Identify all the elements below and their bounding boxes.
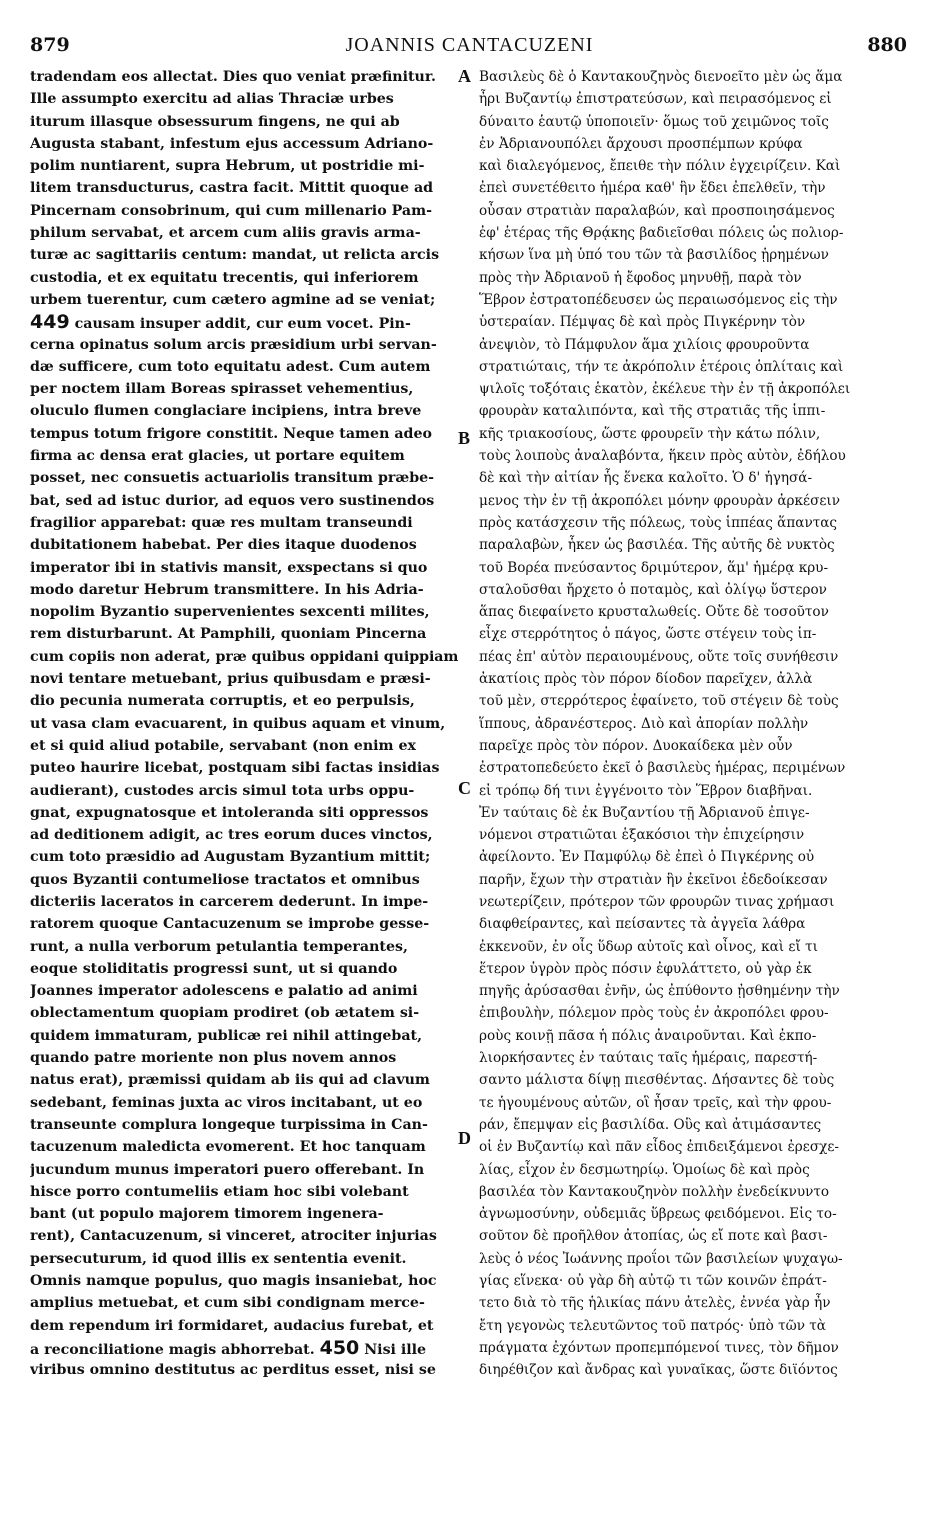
greek-text-line: σαντο μάλιστα δίψῃ πιεσθέντας. Δήσαντες δὲ τοὺς [479,1072,835,1089]
greek-text-line: ἦρι Βυζαντίῳ ἐπιστρατεύσων, καὶ πειρασόμενος εἰ [479,91,832,108]
latin-text-line: dubitationem habebat. Per dies itaque duodenos [30,537,417,554]
page-header [0,0,939,62]
latin-text-line: firma ac densa erat glacies, ut portare equitem [30,448,405,465]
greek-text-line: λίας, εἶχον ἐν δεσμωτηρίῳ. Ὁμοίως δὲ καὶ πρὸς [479,1161,810,1178]
latin-text-line: tacuzenum maledicta evomerent. Et hoc tanquam [30,1139,426,1156]
latin-text-line: oblectamentum quopiam prodiret (ob ætatem si- [30,1005,420,1022]
greek-text-line: ἐπεὶ συνετέθειτο ἡμέρα καθ' ἣν ἔδει ἐπελθεῖν, τὴν [479,180,826,197]
greek-text-line: γίας εἵνεκα· οὐ γὰρ δὴ αὐτῷ τι τῶν κοινῶν ἐπράτ- [479,1273,827,1290]
greek-text-line: ἀκατίοις πρὸς τὸν πόρον δίοδον παρεῖχεν, ἀλλὰ [479,671,813,688]
latin-text-line: Pincernam consobrinum, qui cum millenario Pam- [30,202,432,219]
greek-text-line: ὑστεραίαν. Πέμψας δὲ καὶ πρὸς Πιγκέρνην τὸν [479,314,806,331]
latin-text-line: tempus totum frigore constitit. Neque tamen adeo [30,425,432,442]
greek-text-line: δὲ καὶ τὴν αἰτίαν ἧς ἕνεκα καλοῖτο. Ὁ δ' ἡγησά- [479,470,813,487]
greek-text-line: τοὺς λοιποὺς ἀναλαβόντα, ἥκειν πρὸς αὐτὸν, ἐδήλου [479,448,846,465]
greek-text-line: ἐπιβουλὴν, πόλεμον πρὸς τοὺς ἐν ἀκροπόλει φρου- [479,1005,829,1022]
greek-text-line: καὶ διαλεγόμενος, ἔπειθε τὴν πόλιν ἐγχειρίζειν. Καὶ [479,158,841,175]
latin-text-line: Ille assumpto exercitu ad alias Thraciæ urbes [30,91,394,108]
greek-text-line: εἶχε στερρότητος ὁ πάγος, ὥστε στέγειν τοὺς ἱπ- [479,626,817,643]
latin-text-line: cum toto præsidio ad Augustam Byzantium mittit; [30,849,431,866]
section-marker-a: A [458,66,471,86]
greek-text-line: στρατιώταις, τήν τε ἀκρόπολιν ἑτέροις ὁπλίταις καὶ [479,358,844,375]
latin-text-line: a reconciliatione magis abhorrebat. 450 Nisi ille [30,1336,427,1359]
greek-text-line: διηρέθιζον καὶ ἄνδρας καὶ γυναῖκας, ὥστε διϊόντος [479,1362,838,1379]
latin-text-line: iturum illasque obsessurum fingens, ne qui ab [30,113,400,130]
latin-text-line: ad deditionem adigit, ac tres eorum duces vinctos, [30,827,433,844]
greek-text-line: λιορκήσαντες ἐν ταύταις ταῖς ἡμέραις, παρεστή- [479,1050,818,1067]
greek-text-line: ἐκκενοῦν, ἐν οἷς ὕδωρ αὐτοῖς καὶ οἶνος, καὶ εἴ τι [479,938,818,955]
latin-text-line: cum copiis non aderat, præ quibus oppidani quippiam [30,648,458,665]
latin-text-line: Omnis namque populus, quo magis insaniebat, hoc [30,1273,437,1290]
latin-text-line: bant (ut populo majorem timorem ingenera- [30,1206,384,1223]
latin-text-line: Joannes imperator adolescens e palatio ad animi [30,983,418,1000]
greek-text-line: τετο διὰ τὸ τῆς ἡλικίας πάνυ ἀτελὲς, ἐννέα γὰρ ἦν [479,1295,831,1312]
greek-text-line: ἅπας διεφαίνετο κρυσταλωθείς. Οὔτε δὲ τοσοῦτον [479,604,829,621]
greek-text-line: λεὺς ὁ νέος Ἰωάννης προΐοι τῶν βασιλείων ψυχαγω- [479,1250,843,1267]
latin-text-line: eoque stoliditatis progressi sunt, ut si quando [30,960,398,977]
margin-section-number: 449 [30,311,70,334]
latin-text-line: viribus omnino destitutus ac perditus esset, nisi se [30,1362,436,1379]
latin-column [30,66,458,1382]
greek-text-line: κῆς τριακοσίους, ὥστε φρουρεῖν τὴν κάτω πόλιν, [479,425,821,442]
latin-text-line: turæ ac sagittariis centum: mandat, ut relicta arcis [30,247,440,264]
greek-text-line: δύναιτο ἑαυτῷ ὑποποιεῖν· ὅμως τοῦ χειμῶνος τοῖς [479,113,829,130]
greek-text-line: παρεῖχε πρὸς τὸν πόρον. Δυοκαίδεκα μὲν οὖν [479,737,793,754]
greek-text-line: ἕτερον ὑγρὸν πρὸς πόσιν ἐφυλάττετο, οὐ γὰρ ἐκ [479,960,812,977]
latin-text-line: quidem immaturam, publicæ rei nihil attingebat, [30,1027,423,1044]
latin-text-line: tradendam eos allectat. Dies quo veniat præfinitur. [30,69,436,85]
latin-text-line: rent), Cantacuzenum, si vinceret, atrociter injurias [30,1228,437,1245]
latin-text-line: dæ sufficere, cum toto equitatu adest. Cum autem [30,358,431,375]
greek-text-line: νόμενοι στρατιῶται ἑξακόσιοι τὴν ἐπιχείρησιν [479,827,805,844]
latin-text-line: dio pecunia numerata corruptis, et eo perpulsis, [30,693,415,710]
page-number-right: 880 [867,34,907,56]
greek-text-line: ἐφ' ἑτέρας τῆς Θρᾴκης βαδιεῖσθαι πόλεις ὡς πολιορ- [479,225,844,242]
latin-text-line: hisce porro contumeliis etiam hoc sibi volebant [30,1183,409,1200]
greek-text-line: παραλαβὼν, ἧκεν ὡς βασιλέα. Τῆς αὐτῆς δὲ νυκτὸς [479,537,835,554]
latin-text-line: audierant), custodes arcis simul tota urbs oppu- [30,782,415,799]
greek-text-line: πρὸς τὴν Ἀδριανοῦ ἡ ἔφοδος μηνυθῇ, παρὰ τὸν [479,269,802,286]
section-marker-b: B [458,428,471,448]
greek-text-line: παρῆν, ἔχων τὴν στρατιὰν ἣν ἐκεῖνοι ἐδεδοίκεσαν [479,871,828,888]
greek-text-line: τοῦ Βορέα πνεύσαντος δριμύτερον, ἅμ' ἡμέρᾳ κρυ- [479,559,829,576]
greek-text-line: ψιλοῖς τοξόταις ἑκατὸν, ἐκέλευε τὴν ἐν τῇ ἀκροπόλει [479,381,851,398]
running-title: JOANNIS CANTACUZENI [345,34,594,56]
latin-text-line: transeunte complura longeque turpissima in Can- [30,1116,428,1133]
greek-text-line: εἰ τρόπῳ δή τινι ἐγγένοιτο τὸν Ἕβρον διαβῆναι. [479,782,813,799]
latin-text-line: amplius metuebat, et cum sibi condignam merce- [30,1295,425,1312]
greek-text-line: Ἕβρον ἐστρατοπέδευσεν ὡς περαιωσόμενος εἰς τὴν [479,291,838,308]
greek-text-line: τοῦ μὲν, στερρότερος ἐφαίνετο, τοῦ στέγειν δὲ τοὺς [479,693,839,710]
latin-text-line: polim nuntiarent, supra Hebrum, ut postridie mi- [30,158,425,175]
latin-text-line: ratorem quoque Cantacuzenum se improbe gesse- [30,916,430,933]
latin-text-line: dem rependum iri formidaret, audacius furebat, et [30,1317,434,1334]
latin-text-line: urbem tuerentur, cum cætero agmine ad se veniat; [30,291,436,308]
greek-text-line: διαφθείραντες, καὶ πείσαντες τὰ ἀγγεῖα λάθρα [479,916,806,933]
greek-text-line: βασιλέα τὸν Καντακουζηνὸν πολλὴν ἐνεδείκνυντο [479,1183,830,1200]
greek-text-line: τε ἡγουμένους αὐτῶν, οἳ ἦσαν τρεῖς, καὶ τὴν φρου- [479,1094,832,1111]
margin-section-number: 450 [319,1336,360,1359]
latin-text-line: sedebant, feminas juxta ac viros incitabant, ut eo [30,1094,423,1111]
latin-text-line: Augusta stabant, infestum ejus accessum Adriano- [30,135,434,152]
latin-text-line: rem disturbarunt. At Pamphili, quoniam Pincerna [30,626,427,643]
latin-text-line: nopolim Byzantio supervenientes sexcenti milites, [30,604,430,621]
latin-text-line: fragilior apparebat: quæ res multam transeundi [30,514,413,531]
greek-text-line: ἀφείλοντο. Ἐν Παμφύλῳ δὲ ἐπεὶ ὁ Πιγκέρνης οὐ [479,849,815,866]
latin-text-line: philum servabat, et arcem cum aliis gravis arma- [30,225,421,242]
latin-text-line: posset, nec consuetis actuariolis transitum præbe- [30,470,435,487]
greek-text-line: οἱ ἐν Βυζαντίῳ καὶ πᾶν εἶδος ἐπιδειξάμενοι ἐρεσχε- [479,1139,839,1156]
greek-text-line: πράγματα ἐχόντων προπεμπόμενοί τινες, τὸν δῆμον [479,1339,839,1356]
latin-text-line: per noctem illam Boreas spirasset vehementius, [30,381,414,398]
page-number-left: 879 [30,34,70,56]
section-marker-c: C [458,778,471,798]
greek-text-line: ἐν Ἀδριανουπόλει ἄρχουσι προσπέμπων κρύφα [479,135,803,152]
greek-text-line: ἀνεψιὸν, τὸ Πάμφυλον ἅμα χιλίοις φρουροῦντα [479,336,810,353]
greek-text-line: ἵππους, ἀδρανέστερος. Διὸ καὶ ἀπορίαν πολλὴν [479,715,809,732]
greek-text-line: φρουρὰν καταλιπόντα, καὶ τῆς στρατιᾶς τῆς ἱππι- [479,403,826,420]
greek-text-line: Ἐν ταύταις δὲ ἐκ Βυζαντίου τῇ Ἀδριανοῦ ἐπιγε- [479,804,810,821]
greek-text-line: ροὺς κοινῇ πᾶσα ἡ πόλις ἀναιροῦνται. Καὶ ἐκπο- [479,1027,817,1044]
greek-text-line: μενος τὴν ἐν τῇ ἀκροπόλει μόνην φρουρὰν ἀρκέσειν [479,492,841,509]
greek-text-line: σταλοῦσθαι ἤρχετο ὁ ποταμὸς, καὶ ὀλίγῳ ὕστερον [479,581,827,598]
greek-text-line: πέας ἐπ' αὐτὸν περαιουμένους, οὔτε τοῖς συνήθεσιν [479,648,839,665]
latin-text-line: litem transducturus, castra facit. Mittit quoque ad [30,180,434,197]
latin-text-line: puteo haurire licebat, postquam sibi factas insidias [30,760,440,777]
latin-text-line: cerna opinatus solum arcis præsidium urbi servan- [30,336,437,353]
greek-text-line: ράν, ἔπεμψαν εἰς βασιλίδα. Οὓς καὶ ἀτιμάσαντες [479,1116,822,1133]
latin-text-line: quando patre moriente non plus novem annos [30,1050,397,1067]
latin-text-line: oluculo flumen conglaciare incipiens, intra breve [30,403,422,420]
latin-text-line: runt, a nulla verborum petulantia temperantes, [30,938,408,955]
greek-text-line: κήσων ἵνα μὴ ὑπό του τῶν τὰ βασιλίδος ᾑρημένων [479,247,829,264]
latin-text-line: et si quid aliud potabile, servabant (non enim ex [30,737,416,754]
latin-text-line: gnat, expugnatosque et intoleranda siti oppressos [30,804,429,821]
greek-text-line: ἐστρατοπεδεύετο ἐκεῖ ὁ βασιλεὺς ἡμέρας, περιμένων [479,760,846,777]
greek-text-line: πηγῆς ἀρύσασθαι ἐνῆν, ὡς ἐπύθοντο ᾐσθημένην τὴν [479,983,840,1000]
latin-text-line: persecuturum, id quod illis ex sententia evenit. [30,1250,407,1267]
latin-text-line: quos Byzantii contumeliose tractatos et omnibus [30,871,420,888]
latin-text-line: imperator ibi in stativis mansit, exspectans si quo [30,559,428,576]
greek-text-line: πρὸς κατάσχεσιν τῆς πόλεως, τοὺς ἱππέας ἅπαντας [479,514,838,531]
latin-text-line: novi tentare metuebant, prius quibusdam e præsi- [30,671,431,688]
greek-text-line: ἀγνωμοσύνην, οὐδεμιᾶς ὕβρεως φειδόμενοι. Εἰς το- [479,1206,837,1223]
latin-text-line: custodia, et ex equitatu trecentis, qui inferiorem [30,269,419,286]
latin-text-line: bat, sed ad istuc durior, ad equos vero sustinendos [30,492,435,509]
greek-text-line: νεωτερίζειν, πρότερον τῶν φρουρῶν τινας χρήμασι [479,893,835,910]
latin-text-line: 449 causam insuper addit, cur eum vocet. Pin- [30,311,411,334]
latin-text-line: natus erat), præmissi quidam ab iis qui ad clavum [30,1072,430,1089]
greek-text-line: ἔτη γεγονὼς τελευτῶντος τοῦ πατρός· ὑπὸ τῶν τὰ [479,1317,826,1334]
section-marker-d: D [458,1128,471,1148]
greek-text-line: οὖσαν στρατιὰν παραλαβών, καὶ προσποιησάμενος [479,202,835,219]
greek-text-line: σοῦτον δὲ προῆλθον ἀτοπίας, ὡς εἴ ποτε καὶ βασι- [479,1228,828,1245]
latin-text-line: ut vasa clam evacuarent, in quibus aquam et vinum, [30,715,446,732]
latin-text-line: jucundum munus imperatori puero offerebant. In [30,1161,425,1178]
latin-text-line: modo daretur Hebrum transmittere. In his Adria- [30,581,424,598]
greek-text-line: Βασιλεὺς δὲ ὁ Καντακουζηνὸς διενοεῖτο μὲν ὡς ἅμα [479,69,843,85]
latin-text-line: dicteriis laceratos in carcerem dederunt. In impe- [30,893,429,910]
greek-column [479,66,909,1382]
